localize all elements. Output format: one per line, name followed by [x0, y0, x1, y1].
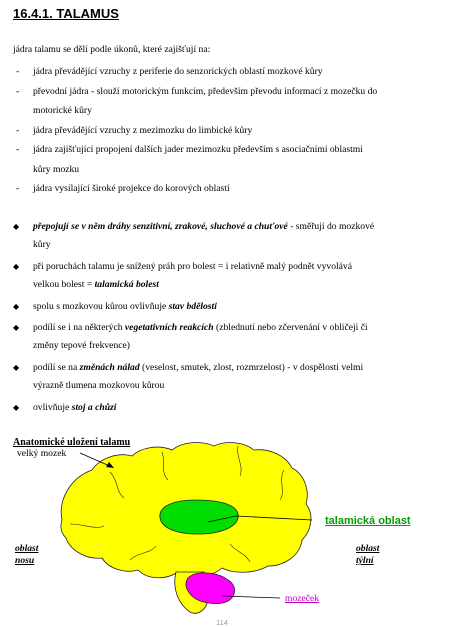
dash-bullet: -: [16, 124, 20, 136]
list-item: ◆ přepojují se v něm dráhy senzitivní, zrakové, sluchové a chuťové - směřují do mozkové kůry: [13, 218, 443, 255]
diamond-bullet-icon: ◆: [13, 323, 20, 333]
list-item: ◆ spolu s mozkovou kůrou ovlivňuje stav bdělosti: [13, 298, 443, 316]
label-occipital-region-line1: oblast: [356, 543, 380, 554]
label-nose-region-line1: oblast: [15, 543, 39, 554]
diamond-bullet-icon: ◆: [13, 362, 20, 372]
list-item: - jádra převádějící vzruchy z periferie do senzorických oblastí mozkové kůry: [13, 62, 443, 82]
list-item: ◆ ovlivňuje stoj a chůzi: [13, 399, 443, 417]
list-item: - převodní jádra - slouží motorickým funkcím, především převodu informací z mozečku do motorické kůry: [13, 82, 443, 121]
list-item: ◆ při poruchách talamu je snížený práh pro bolest = i relativně malý podnět vyvolává velkou bolest = talamická bolest: [13, 258, 443, 295]
diamond-bullet-icon: ◆: [13, 301, 20, 311]
label-nose-region-line2: nosu: [15, 555, 35, 566]
list-item: - jádra převádějící vzruchy z mezimozku do limbické kůry: [13, 121, 443, 141]
label-occipital-region-line2: týlní: [356, 555, 374, 566]
list-item: ◆ podílí se i na některých vegetativních reakcích (zblednutí nebo zčervenání v obličeji či změny tepové frekvence): [13, 319, 443, 356]
diamond-bullet-icon: ◆: [13, 222, 20, 231]
dash-bullet: -: [16, 85, 20, 97]
label-cerebellum: mozeček: [285, 593, 320, 604]
page-number: 114: [216, 618, 228, 627]
section-heading: 16.4.1. TALAMUS: [13, 6, 119, 21]
figure-title: Anatomické uložení talamu: [13, 437, 131, 448]
diamond-bullet-icon: ◆: [13, 261, 20, 271]
dash-bullet: -: [16, 183, 20, 194]
intro-text: jádra talamu se dělí podle úkonů, které zajišťují na:: [13, 44, 211, 55]
label-thalamic-region: talamická oblast: [325, 515, 411, 527]
list-item: - jádra zajišťující propojení dalších jader mezimozku především s asociačními oblastmi kůry mozku: [13, 140, 443, 179]
list-item: ◆ podílí se na změnách nálad (veselost, smutek, zlost, rozmrzelost) - v dospělosti velmi výrazně tlumena mozkovou kůrou: [13, 359, 443, 396]
dash-bullet: -: [16, 66, 20, 77]
thalamus-shape: [160, 500, 238, 534]
label-cerebrum: velký mozek: [17, 448, 67, 459]
diamond-bullet-icon: ◆: [13, 402, 20, 412]
list-item: - jádra vysílající široké projekce do korových oblastí: [13, 179, 443, 199]
dash-bullet: -: [16, 144, 20, 155]
